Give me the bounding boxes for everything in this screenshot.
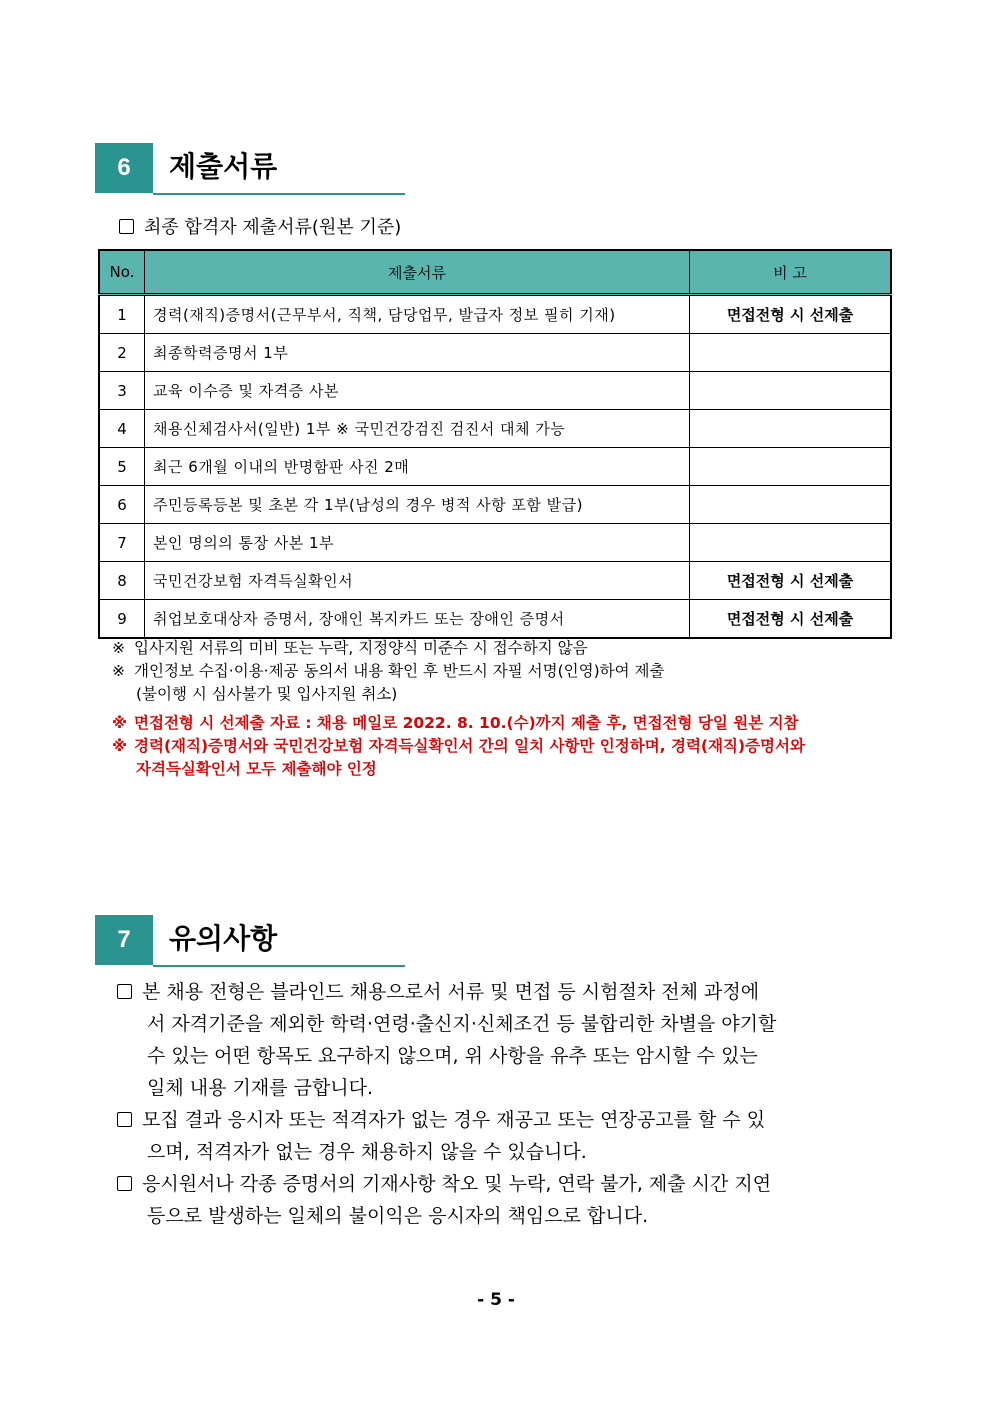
note-line: ※ 개인정보 수집·이용·제공 동의서 내용 확인 후 반드시 자필 서명(인영)하여 제출 <box>112 660 805 683</box>
section-title: 제출서류 <box>169 150 278 183</box>
cell-doc: 취업보호대상자 증명서, 장애인 복지카드 또는 장애인 증명서 <box>145 600 690 639</box>
cell-doc: 경력(재직)증명서(근무부서, 직책, 담당업무, 발급자 정보 필히 기재) <box>145 295 690 334</box>
checkbox-bullet-icon <box>117 984 132 999</box>
header-doc: 제출서류 <box>145 250 690 295</box>
header-note: 비 고 <box>690 250 892 295</box>
table-row <box>99 600 891 639</box>
cell-note <box>690 524 892 562</box>
cell-no: 3 <box>99 372 145 410</box>
caution-paragraphs <box>117 976 892 1232</box>
checkbox-bullet-icon <box>117 1112 132 1127</box>
cell-no: 6 <box>99 486 145 524</box>
cell-no: 8 <box>99 562 145 600</box>
cell-note <box>690 372 892 410</box>
cell-note: 면접전형 시 선제출 <box>690 600 892 639</box>
subtitle-line <box>119 215 401 241</box>
page-number: - 5 - <box>477 1290 515 1310</box>
notes-block <box>112 637 805 781</box>
section-underline <box>153 193 405 195</box>
cell-doc: 최종학력증명서 1부 <box>145 334 690 372</box>
section-title: 유의사항 <box>169 922 278 955</box>
reference-mark-icon: ※ <box>112 737 128 755</box>
subtitle-text: 최종 합격자 제출서류(원본 기준) <box>144 217 402 238</box>
cell-no: 9 <box>99 600 145 639</box>
table-row <box>99 448 891 486</box>
section-number: 6 <box>95 143 153 193</box>
cell-no: 7 <box>99 524 145 562</box>
section-heading-6 <box>95 143 405 195</box>
table-row <box>99 295 891 334</box>
reference-mark-icon: ※ <box>112 714 128 732</box>
table-row <box>99 562 891 600</box>
paragraph: 모집 결과 응시자 또는 적격자가 없는 경우 재공고 또는 연장공고를 할 수 있 으며, 적격자가 없는 경우 채용하지 않을 수 있습니다. <box>117 1104 892 1168</box>
cell-note <box>690 410 892 448</box>
paragraph: 본 채용 전형은 블라인드 채용으로서 서류 및 면접 등 시험절차 전체 과정에 서 자격기준을 제외한 학력·연령·출신지·신체조건 등 불합리한 차별을 야기할 수 있는 어떤 항목도 요구하지 않으며, 위 사항을 유추 또는 암시할 수 있는 일체 내용 기재를 금합니다. <box>117 976 892 1104</box>
reference-mark-icon: ※ <box>112 662 125 680</box>
cell-doc: 본인 명의의 통장 사본 1부 <box>145 524 690 562</box>
cell-no: 2 <box>99 334 145 372</box>
note-line: (불이행 시 심사불가 및 입사지원 취소) <box>136 685 398 703</box>
section-underline <box>153 965 405 967</box>
documents-table <box>98 249 892 639</box>
table-row <box>99 334 891 372</box>
header-no: No. <box>99 250 145 295</box>
reference-mark-icon: ※ <box>112 639 125 657</box>
table-row <box>99 486 891 524</box>
table-row <box>99 524 891 562</box>
table-row <box>99 410 891 448</box>
cell-note: 면접전형 시 선제출 <box>690 295 892 334</box>
note-line: ※ 입사지원 서류의 미비 또는 누락, 지정양식 미준수 시 접수하지 않음 <box>112 637 805 660</box>
section-heading-7 <box>95 915 405 967</box>
checkbox-bullet-icon <box>119 219 134 234</box>
checkbox-bullet-icon <box>117 1176 132 1191</box>
cell-no: 4 <box>99 410 145 448</box>
warning-line: ※ 경력(재직)증명서와 국민건강보험 자격득실확인서 간의 일치 사항만 인정하며, 경력(재직)증명서와 <box>112 735 805 758</box>
cell-note <box>690 486 892 524</box>
cell-doc: 국민건강보험 자격득실확인서 <box>145 562 690 600</box>
cell-no: 5 <box>99 448 145 486</box>
cell-doc: 채용신체검사서(일반) 1부 ※ 국민건강검진 검진서 대체 가능 <box>145 410 690 448</box>
cell-no: 1 <box>99 295 145 334</box>
cell-note <box>690 448 892 486</box>
cell-doc: 주민등록등본 및 초본 각 1부(남성의 경우 병적 사항 포함 발급) <box>145 486 690 524</box>
table-header-row <box>99 250 891 295</box>
warning-line: 자격득실확인서 모두 제출해야 인정 <box>136 760 377 778</box>
cell-doc: 교육 이수증 및 자격증 사본 <box>145 372 690 410</box>
table-row <box>99 372 891 410</box>
cell-doc: 최근 6개월 이내의 반명함판 사진 2매 <box>145 448 690 486</box>
cell-note: 면접전형 시 선제출 <box>690 562 892 600</box>
cell-note <box>690 334 892 372</box>
section-number: 7 <box>95 915 153 965</box>
warning-line: ※ 면접전형 시 선제출 자료 : 채용 메일로 2022. 8. 10.(수)까지 제출 후, 면접전형 당일 원본 지참 <box>112 712 805 735</box>
paragraph: 응시원서나 각종 증명서의 기재사항 착오 및 누락, 연락 불가, 제출 시간 지연 등으로 발생하는 일체의 불이익은 응시자의 책임으로 합니다. <box>117 1168 892 1232</box>
